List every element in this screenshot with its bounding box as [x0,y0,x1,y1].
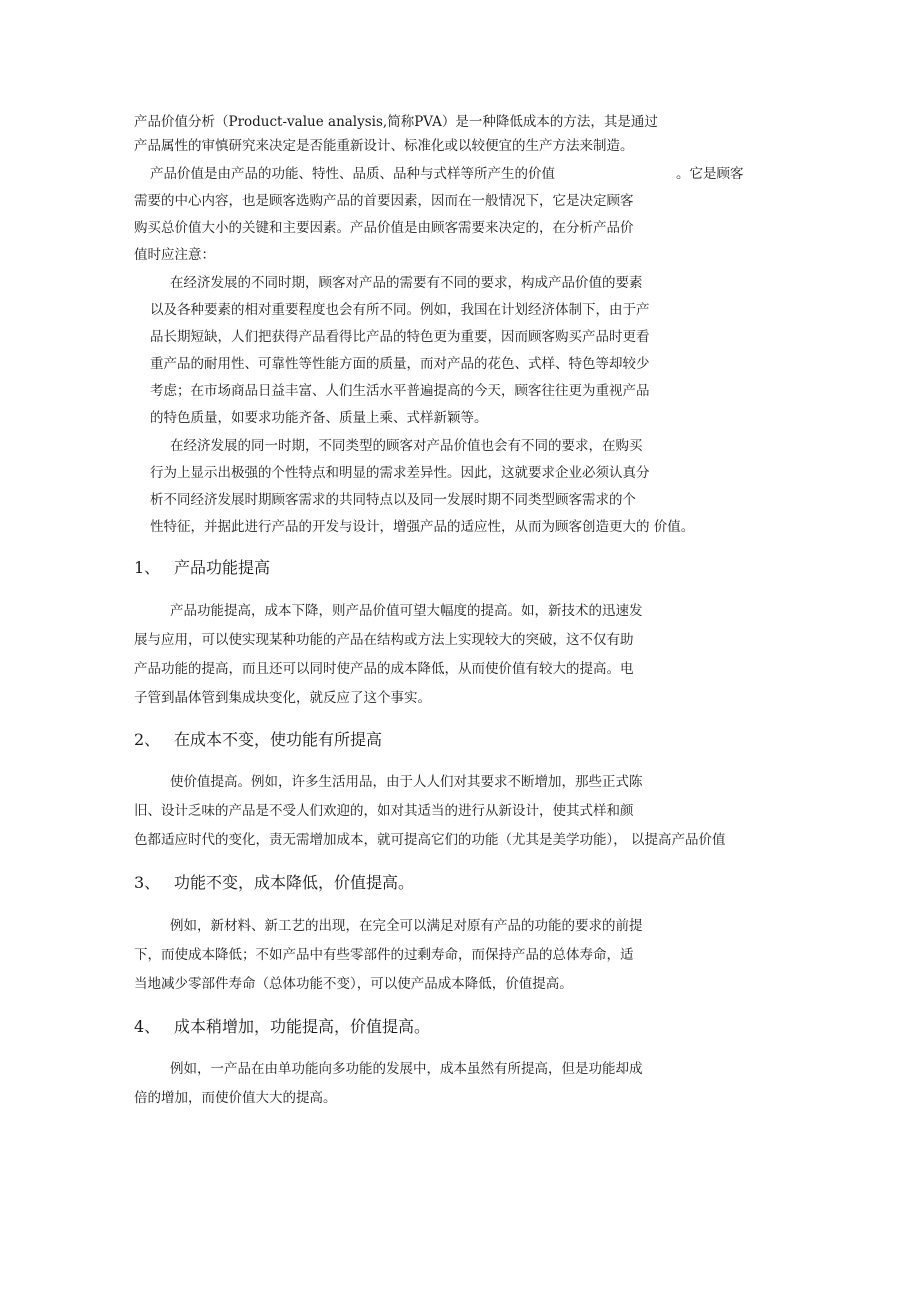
paragraph-line: 析不同经济发展时期顾客需求的共同特点以及同一发展时期不同类型顾客需求的个 [150,492,636,508]
section-heading [134,1017,430,1037]
paragraph-line: 色都适应时代的变化，责无需增加成本，就可提高它们的功能（尤其是美学功能）， 以提高产品价值 [134,832,726,848]
section-number: 1、 [134,558,161,577]
intro-line: 产品属性的审慎研究来决定是否能重新设计、标准化或以较便宜的生产方法来制造。 [134,138,634,154]
paragraph-line: 产品功能的提高，而且还可以同时使产品的成本降低，从而使价值有较大的提高。电 [134,661,634,677]
paragraph-line: 当地减少零部件寿命（总体功能不变），可以使产品成本降低，价值提高。 [134,976,573,992]
section-heading [134,873,414,893]
paragraph-line: 倍的增加，而使价值大大的提高。 [134,1090,337,1106]
paragraph-line: 在经济发展的不同时期，顾客对产品的需要有不同的要求，构成产品价值的要素 [170,275,643,291]
paragraph-line: 值时应注意： [134,247,215,263]
paragraph-line: 购买总价值大小的关键和主要因素。产品价值是由顾客需要来决定的，在分析产品价 [134,220,634,236]
section-heading [134,730,382,750]
paragraph-line: 例如，新材料、新工艺的出现，在完全可以满足对原有产品的功能的要求的前提 [170,918,643,934]
paragraph-line: 考虑；在市场商品日益丰富、人们生活水平普遍提高的今天，顾客往往更为重视产品 [150,383,650,399]
paragraph-line: 。它是顾客 [676,166,744,182]
section-number: 3、 [134,873,161,892]
paragraph-line: 行为上显示出极强的个性特点和明显的需求差异性。因此，这就要求企业必须认真分 [150,465,650,481]
paragraph-line: 下，而使成本降低；不如产品中有些零部件的过剩寿命，而保持产品的总体寿命，适 [134,947,634,963]
paragraph-line: 展与应用，可以使实现某种功能的产品在结构或方法上实现较大的突破，这不仅有助 [134,632,634,648]
paragraph-line: 旧、设计乏味的产品是不受人们欢迎的，如对其适当的进行从新设计，使其式样和颜 [134,803,634,819]
section-title: 产品功能提高 [174,558,271,577]
section-number: 2、 [134,730,161,749]
section-title: 功能不变，成本降低，价值提高。 [174,873,415,892]
section-number: 4、 [134,1017,161,1036]
paragraph-line: 需要的中心内容，也是顾客选购产品的首要因素，因而在一般情况下，它是决定顾客 [134,193,634,209]
paragraph-line: 的特色质量，如要求功能齐备、质量上乘、式样新颖等。 [150,410,488,426]
section-heading [134,558,270,578]
intro-line: 产品价值分析（Product-value analysis,简称PVA）是一种降低成本的方法，其是通过 [134,114,658,130]
paragraph-line: 性特征，并据此进行产品的开发与设计，增强产品的适应性，从而为顾客创造更大的 价值。 [150,519,695,535]
paragraph-line: 在经济发展的同一时期，不同类型的顾客对产品价值也会有不同的要求，在购买 [170,438,643,454]
section-title: 在成本不变，使功能有所提高 [174,730,383,749]
section-title: 成本稍增加，功能提高，价值提高。 [174,1017,431,1036]
paragraph-line: 子管到晶体管到集成块变化，就反应了这个事实。 [134,690,431,706]
paragraph-line: 以及各种要素的相对重要程度也会有所不同。例如，我国在计划经济体制下，由于产 [150,302,650,318]
paragraph-line: 产品功能提高，成本下降，则产品价值可望大幅度的提高。如，新技术的迅速发 [170,603,643,619]
paragraph-line: 产品价值是由产品的功能、特性、品质、品种与式样等所产生的价值 [150,166,555,182]
paragraph-line: 例如，一产品在由单功能向多功能的发展中，成本虽然有所提高，但是功能却成 [170,1061,643,1077]
paragraph-line: 品长期短缺，人们把获得产品看得比产品的特色更为重要，因而顾客购买产品时更看 [150,329,650,345]
paragraph-line: 使价值提高。例如，许多生活用品，由于人人们对其要求不断增加，那些正式陈 [170,774,643,790]
paragraph-line: 重产品的耐用性、可靠性等性能方面的质量，而对产品的花色、式样、特色等却较少 [150,356,650,372]
